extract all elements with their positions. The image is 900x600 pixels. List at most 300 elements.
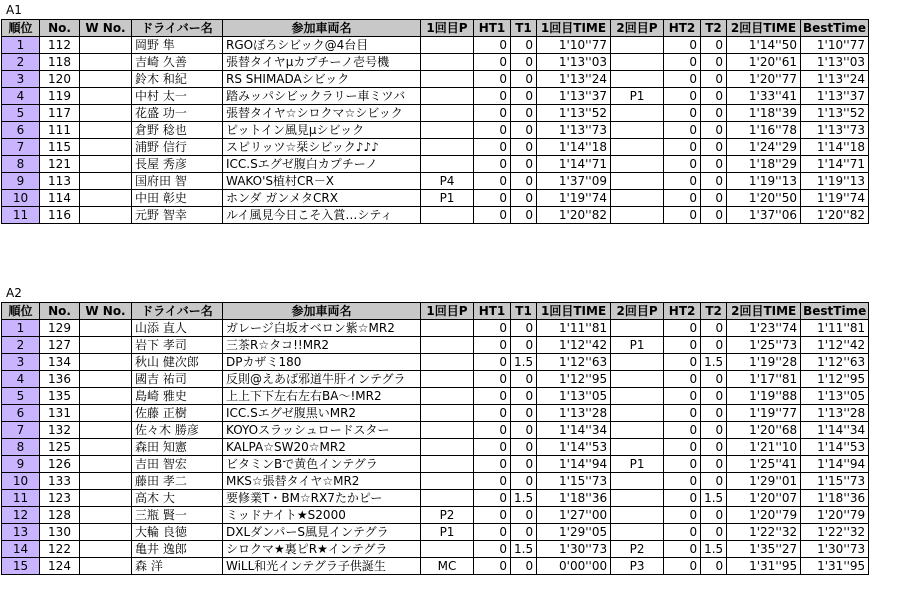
p1-cell	[421, 439, 474, 456]
header-rank: 順位	[2, 303, 40, 320]
driver-name-cell: 長屋 秀彦	[132, 156, 223, 173]
driver-name-cell: 佐藤 正樹	[132, 405, 223, 422]
time1-cell: 1'14''18	[537, 139, 611, 156]
p2-cell	[611, 105, 664, 122]
rank-cell: 3	[2, 71, 40, 88]
header-driver-name: ドライバー名	[132, 303, 223, 320]
header-no: No.	[40, 303, 80, 320]
ht1-cell: 0	[474, 507, 511, 524]
driver-name-cell: 秋山 健次郎	[132, 354, 223, 371]
p1-cell	[421, 371, 474, 388]
header-time1: 1回目TIME	[537, 303, 611, 320]
best-time-cell: 1'19''13	[801, 173, 869, 190]
no-cell: 124	[40, 558, 80, 575]
time2-cell: 1'35''27	[727, 541, 801, 558]
table-row	[2, 139, 869, 156]
p2-cell: P1	[611, 337, 664, 354]
no-cell: 130	[40, 524, 80, 541]
time1-cell: 1'37''09	[537, 173, 611, 190]
ht1-cell: 0	[474, 37, 511, 54]
best-time-cell: 1'20''82	[801, 207, 869, 224]
car-name-cell: MKS☆張替タイヤ☆MR2	[223, 473, 421, 490]
car-name-cell: RS SHIMADAシビック	[223, 71, 421, 88]
time2-cell: 1'25''73	[727, 337, 801, 354]
no-cell: 131	[40, 405, 80, 422]
p1-cell: P1	[421, 524, 474, 541]
best-time-cell: 1'13''28	[801, 405, 869, 422]
time1-cell: 1'13''03	[537, 54, 611, 71]
table-row	[2, 71, 869, 88]
p1-cell	[421, 122, 474, 139]
ht2-cell: 0	[664, 524, 701, 541]
car-name-cell: 要修業T・BM☆RX7たかピー	[223, 490, 421, 507]
driver-name-cell: 森 洋	[132, 558, 223, 575]
time2-cell: 1'23''74	[727, 320, 801, 337]
driver-name-cell: 岩下 孝司	[132, 337, 223, 354]
ht2-cell: 0	[664, 354, 701, 371]
p1-cell	[421, 337, 474, 354]
car-name-cell: ルイ風見今日こそ入賞…シティ	[223, 207, 421, 224]
driver-name-cell: 花盛 功一	[132, 105, 223, 122]
rank-cell: 12	[2, 507, 40, 524]
rank-cell: 11	[2, 490, 40, 507]
time1-cell: 0'00''00	[537, 558, 611, 575]
rank-cell: 6	[2, 405, 40, 422]
t1-cell: 1.5	[511, 490, 537, 507]
t2-cell: 0	[701, 456, 727, 473]
table-row	[2, 439, 869, 456]
header-rank: 順位	[2, 20, 40, 37]
p1-cell	[421, 320, 474, 337]
header-time1: 1回目TIME	[537, 20, 611, 37]
t1-cell: 0	[511, 156, 537, 173]
p1-cell	[421, 354, 474, 371]
w-no-cell	[80, 37, 132, 54]
t1-cell: 0	[511, 456, 537, 473]
t1-cell: 0	[511, 71, 537, 88]
best-time-cell: 1'13''37	[801, 88, 869, 105]
driver-name-cell: 島崎 雅史	[132, 388, 223, 405]
ht2-cell: 0	[664, 173, 701, 190]
time1-cell: 1'19''74	[537, 190, 611, 207]
car-name-cell: DXLダンパーS風見インテグラ	[223, 524, 421, 541]
no-cell: 120	[40, 71, 80, 88]
header-t2: T2	[701, 20, 727, 37]
p2-cell: P1	[611, 456, 664, 473]
no-cell: 114	[40, 190, 80, 207]
t1-cell: 0	[511, 558, 537, 575]
ht1-cell: 0	[474, 320, 511, 337]
p1-cell: P2	[421, 507, 474, 524]
t2-cell: 0	[701, 405, 727, 422]
ht1-cell: 0	[474, 190, 511, 207]
p2-cell: P1	[611, 88, 664, 105]
t1-cell: 0	[511, 337, 537, 354]
driver-name-cell: 吉崎 久善	[132, 54, 223, 71]
rank-cell: 8	[2, 439, 40, 456]
rank-cell: 2	[2, 54, 40, 71]
rank-cell: 7	[2, 422, 40, 439]
table-row	[2, 207, 869, 224]
car-name-cell: ICC.Sエグゼ腹黒いMR2	[223, 405, 421, 422]
time2-cell: 1'31''95	[727, 558, 801, 575]
p2-cell	[611, 122, 664, 139]
t1-cell: 0	[511, 320, 537, 337]
t2-cell: 0	[701, 320, 727, 337]
t2-cell: 0	[701, 88, 727, 105]
table-row	[2, 320, 869, 337]
t2-cell: 0	[701, 558, 727, 575]
car-name-cell: ミッドナイト★S2000	[223, 507, 421, 524]
time2-cell: 1'25''41	[727, 456, 801, 473]
t2-cell: 0	[701, 507, 727, 524]
header-t1: T1	[511, 303, 537, 320]
no-cell: 132	[40, 422, 80, 439]
ht1-cell: 0	[474, 207, 511, 224]
t1-cell: 1.5	[511, 541, 537, 558]
results-table-a2	[1, 302, 869, 575]
ht1-cell: 0	[474, 456, 511, 473]
w-no-cell	[80, 54, 132, 71]
ht2-cell: 0	[664, 139, 701, 156]
car-name-cell: RGOぼろシビック@4台目	[223, 37, 421, 54]
ht2-cell: 0	[664, 456, 701, 473]
p1-cell	[421, 456, 474, 473]
p1-cell	[421, 71, 474, 88]
header-driver-name: ドライバー名	[132, 20, 223, 37]
rank-cell: 1	[2, 320, 40, 337]
ht1-cell: 0	[474, 173, 511, 190]
t1-cell: 0	[511, 524, 537, 541]
p1-cell	[421, 156, 474, 173]
time2-cell: 1'20''07	[727, 490, 801, 507]
t1-cell: 0	[511, 207, 537, 224]
table-row	[2, 456, 869, 473]
rank-cell: 14	[2, 541, 40, 558]
ht2-cell: 0	[664, 507, 701, 524]
header-best-time: BestTime	[801, 303, 869, 320]
ht1-cell: 0	[474, 337, 511, 354]
time2-cell: 1'22''32	[727, 524, 801, 541]
time1-cell: 1'13''52	[537, 105, 611, 122]
ht2-cell: 0	[664, 541, 701, 558]
no-cell: 113	[40, 173, 80, 190]
ht1-cell: 0	[474, 541, 511, 558]
p2-cell	[611, 388, 664, 405]
results-table-a1	[1, 19, 869, 224]
driver-name-cell: 中村 太一	[132, 88, 223, 105]
ht1-cell: 0	[474, 139, 511, 156]
t1-cell: 0	[511, 405, 537, 422]
no-cell: 133	[40, 473, 80, 490]
time1-cell: 1'13''73	[537, 122, 611, 139]
ht1-cell: 0	[474, 473, 511, 490]
no-cell: 136	[40, 371, 80, 388]
best-time-cell: 1'14''34	[801, 422, 869, 439]
header-best-time: BestTime	[801, 20, 869, 37]
table-row	[2, 105, 869, 122]
w-no-cell	[80, 207, 132, 224]
rank-cell: 3	[2, 354, 40, 371]
header-ht1: HT1	[474, 303, 511, 320]
p2-cell	[611, 422, 664, 439]
rank-cell: 15	[2, 558, 40, 575]
table-row	[2, 388, 869, 405]
header-ht2: HT2	[664, 20, 701, 37]
t1-cell: 0	[511, 190, 537, 207]
no-cell: 135	[40, 388, 80, 405]
ht2-cell: 0	[664, 71, 701, 88]
table-row	[2, 190, 869, 207]
best-time-cell: 1'13''73	[801, 122, 869, 139]
t2-cell: 0	[701, 439, 727, 456]
no-cell: 111	[40, 122, 80, 139]
time1-cell: 1'13''37	[537, 88, 611, 105]
header-w-no: W No.	[80, 20, 132, 37]
ht1-cell: 0	[474, 422, 511, 439]
p2-cell	[611, 54, 664, 71]
t2-cell: 0	[701, 337, 727, 354]
time2-cell: 1'33''41	[727, 88, 801, 105]
ht2-cell: 0	[664, 473, 701, 490]
no-cell: 118	[40, 54, 80, 71]
no-cell: 112	[40, 37, 80, 54]
car-name-cell: ピットイン風見μシビック	[223, 122, 421, 139]
p2-cell: P3	[611, 558, 664, 575]
no-cell: 116	[40, 207, 80, 224]
ht1-cell: 0	[474, 439, 511, 456]
no-cell: 122	[40, 541, 80, 558]
driver-name-cell: 吉田 智宏	[132, 456, 223, 473]
table-row	[2, 122, 869, 139]
p2-cell	[611, 139, 664, 156]
car-name-cell: ホンダ ガンメタCRX	[223, 190, 421, 207]
p1-cell	[421, 541, 474, 558]
t2-cell: 0	[701, 37, 727, 54]
time1-cell: 1'20''82	[537, 207, 611, 224]
ht2-cell: 0	[664, 88, 701, 105]
w-no-cell	[80, 190, 132, 207]
time1-cell: 1'12''42	[537, 337, 611, 354]
w-no-cell	[80, 524, 132, 541]
ht2-cell: 0	[664, 405, 701, 422]
car-name-cell: WAKO'S植村CR－X	[223, 173, 421, 190]
driver-name-cell: 佐々木 勝彦	[132, 422, 223, 439]
p2-cell	[611, 507, 664, 524]
best-time-cell: 1'14''18	[801, 139, 869, 156]
time2-cell: 1'20''68	[727, 422, 801, 439]
header-row	[2, 20, 869, 37]
rank-cell: 6	[2, 122, 40, 139]
table-row	[2, 507, 869, 524]
best-time-cell: 1'13''24	[801, 71, 869, 88]
time1-cell: 1'27''00	[537, 507, 611, 524]
ht1-cell: 0	[474, 122, 511, 139]
table-row	[2, 88, 869, 105]
car-name-cell: ビタミンBで黄色インテグラ	[223, 456, 421, 473]
ht2-cell: 0	[664, 320, 701, 337]
t2-cell: 0	[701, 139, 727, 156]
no-cell: 115	[40, 139, 80, 156]
t1-cell: 1.5	[511, 354, 537, 371]
car-name-cell: 張替タイヤμカプチーノ壱号機	[223, 54, 421, 71]
time2-cell: 1'20''50	[727, 190, 801, 207]
p1-cell	[421, 422, 474, 439]
ht2-cell: 0	[664, 105, 701, 122]
t1-cell: 0	[511, 507, 537, 524]
p2-cell	[611, 473, 664, 490]
time2-cell: 1'21''10	[727, 439, 801, 456]
w-no-cell	[80, 71, 132, 88]
best-time-cell: 1'31''95	[801, 558, 869, 575]
p1-cell	[421, 473, 474, 490]
rank-cell: 2	[2, 337, 40, 354]
ht1-cell: 0	[474, 105, 511, 122]
driver-name-cell: 中田 彰史	[132, 190, 223, 207]
time1-cell: 1'30''73	[537, 541, 611, 558]
t1-cell: 0	[511, 37, 537, 54]
time2-cell: 1'18''29	[727, 156, 801, 173]
w-no-cell	[80, 473, 132, 490]
p2-cell	[611, 320, 664, 337]
p2-cell	[611, 207, 664, 224]
ht2-cell: 0	[664, 371, 701, 388]
time2-cell: 1'29''01	[727, 473, 801, 490]
w-no-cell	[80, 139, 132, 156]
no-cell: 121	[40, 156, 80, 173]
rank-cell: 4	[2, 88, 40, 105]
ht2-cell: 0	[664, 439, 701, 456]
time1-cell: 1'14''53	[537, 439, 611, 456]
table-row	[2, 473, 869, 490]
time1-cell: 1'18''36	[537, 490, 611, 507]
header-time2: 2回目TIME	[727, 20, 801, 37]
t2-cell: 0	[701, 54, 727, 71]
best-time-cell: 1'20''79	[801, 507, 869, 524]
driver-name-cell: 亀井 逸郎	[132, 541, 223, 558]
time2-cell: 1'24''29	[727, 139, 801, 156]
no-cell: 129	[40, 320, 80, 337]
ht2-cell: 0	[664, 490, 701, 507]
driver-name-cell: 森田 知憲	[132, 439, 223, 456]
w-no-cell	[80, 558, 132, 575]
w-no-cell	[80, 354, 132, 371]
t1-cell: 0	[511, 105, 537, 122]
time1-cell: 1'12''63	[537, 354, 611, 371]
p1-cell	[421, 207, 474, 224]
t2-cell: 1.5	[701, 541, 727, 558]
table-row	[2, 490, 869, 507]
p2-cell	[611, 190, 664, 207]
p2-cell	[611, 524, 664, 541]
best-time-cell: 1'15''73	[801, 473, 869, 490]
time2-cell: 1'14''50	[727, 37, 801, 54]
t1-cell: 0	[511, 473, 537, 490]
driver-name-cell: 高木 大	[132, 490, 223, 507]
p1-cell	[421, 139, 474, 156]
rank-cell: 10	[2, 473, 40, 490]
best-time-cell: 1'19''74	[801, 190, 869, 207]
table-row	[2, 405, 869, 422]
best-time-cell: 1'10''77	[801, 37, 869, 54]
table-row	[2, 173, 869, 190]
p2-cell	[611, 37, 664, 54]
w-no-cell	[80, 173, 132, 190]
best-time-cell: 1'13''52	[801, 105, 869, 122]
time1-cell: 1'14''94	[537, 456, 611, 473]
t1-cell: 0	[511, 139, 537, 156]
driver-name-cell: 国府田 智	[132, 173, 223, 190]
p1-cell: P4	[421, 173, 474, 190]
t1-cell: 0	[511, 122, 537, 139]
ht1-cell: 0	[474, 54, 511, 71]
driver-name-cell: 岡野 隼	[132, 37, 223, 54]
time2-cell: 1'16''78	[727, 122, 801, 139]
ht2-cell: 0	[664, 558, 701, 575]
no-cell: 119	[40, 88, 80, 105]
w-no-cell	[80, 541, 132, 558]
driver-name-cell: 大輪 良徳	[132, 524, 223, 541]
w-no-cell	[80, 439, 132, 456]
driver-name-cell: 鈴木 和紀	[132, 71, 223, 88]
time1-cell: 1'29''05	[537, 524, 611, 541]
p2-cell	[611, 173, 664, 190]
best-time-cell: 1'14''94	[801, 456, 869, 473]
driver-name-cell: 藤田 孝二	[132, 473, 223, 490]
ht2-cell: 0	[664, 122, 701, 139]
table-row	[2, 422, 869, 439]
header-no: No.	[40, 20, 80, 37]
table-row	[2, 558, 869, 575]
t1-cell: 0	[511, 439, 537, 456]
table-row	[2, 156, 869, 173]
rank-cell: 7	[2, 139, 40, 156]
t2-cell: 0	[701, 422, 727, 439]
header-t2: T2	[701, 303, 727, 320]
time2-cell: 1'20''79	[727, 507, 801, 524]
header-row	[2, 303, 869, 320]
w-no-cell	[80, 507, 132, 524]
best-time-cell: 1'18''36	[801, 490, 869, 507]
p1-cell: MC	[421, 558, 474, 575]
driver-name-cell: 浦野 信行	[132, 139, 223, 156]
w-no-cell	[80, 122, 132, 139]
ht1-cell: 0	[474, 354, 511, 371]
car-name-cell: 踏みッパシビックラリー車ミツバ	[223, 88, 421, 105]
w-no-cell	[80, 490, 132, 507]
time1-cell: 1'14''71	[537, 156, 611, 173]
ht2-cell: 0	[664, 156, 701, 173]
p2-cell	[611, 354, 664, 371]
car-name-cell: DPカザミ180	[223, 354, 421, 371]
p2-cell	[611, 439, 664, 456]
p2-cell	[611, 490, 664, 507]
rank-cell: 1	[2, 37, 40, 54]
no-cell: 125	[40, 439, 80, 456]
w-no-cell	[80, 156, 132, 173]
time1-cell: 1'15''73	[537, 473, 611, 490]
ht2-cell: 0	[664, 207, 701, 224]
t1-cell: 0	[511, 173, 537, 190]
p1-cell	[421, 54, 474, 71]
best-time-cell: 1'30''73	[801, 541, 869, 558]
t2-cell: 0	[701, 71, 727, 88]
t2-cell: 0	[701, 371, 727, 388]
car-name-cell: スピリッツ☆栞シビック♪♪♪	[223, 139, 421, 156]
no-cell: 134	[40, 354, 80, 371]
car-name-cell: 反則@えあば邪道牛肝インテグラ	[223, 371, 421, 388]
header-t1: T1	[511, 20, 537, 37]
